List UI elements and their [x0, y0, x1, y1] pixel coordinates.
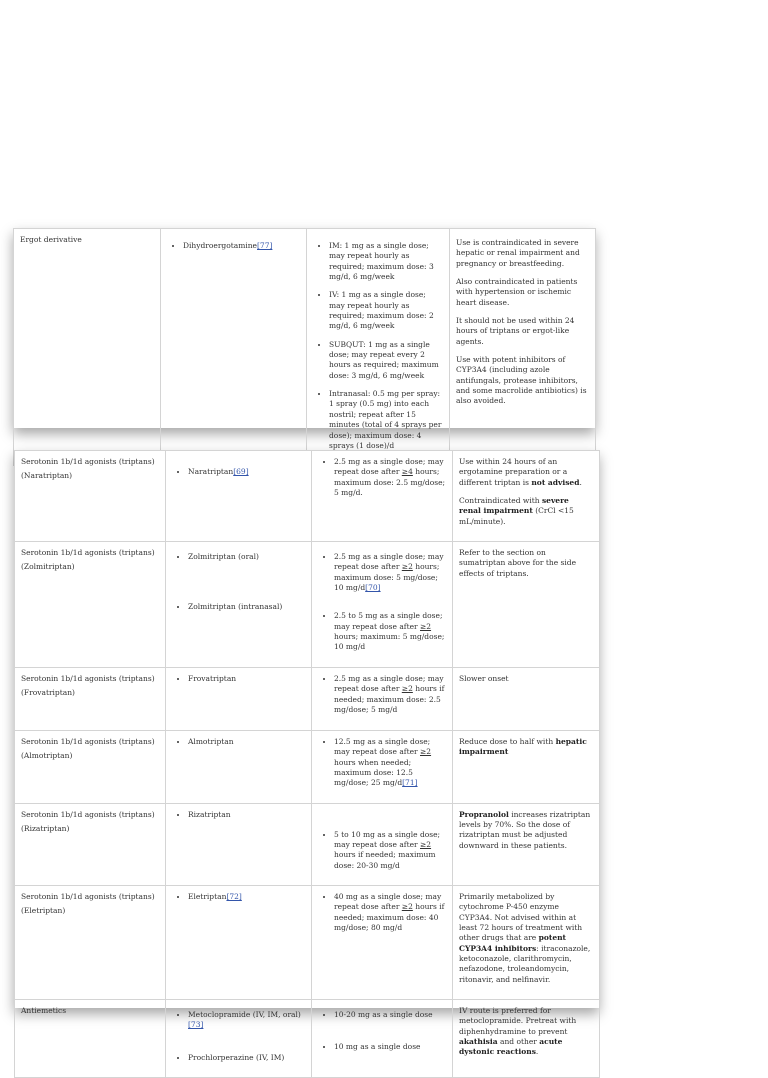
note-text: It should not be used within 24 hours of triptans or ergot-like agents.: [456, 316, 575, 346]
dose-item: • 10 mg as a single dose: [334, 1042, 446, 1052]
drug-cell: [166, 730, 312, 803]
dose-item: • 10-20 mg as a single dose: [334, 1010, 446, 1020]
drug-name: • Zolmitriptan (oral): [188, 552, 305, 562]
drug-name: Dihydroergotamine: [183, 241, 257, 250]
subcategory-label: (Eletriptan): [21, 906, 66, 916]
dose-item: • SUBQUT: 1 mg as a single dose; may repeat every 2 hours as required; maximum dose: 3 mg/d, 6 mg/week: [329, 340, 443, 381]
dosing-cell: [312, 885, 453, 999]
drug-cell: [166, 1000, 312, 1078]
note-text: Use with potent inhibitors of CYP3A4 (including azole antifungals, protease inhibitors, and some macrolide antibiotics) is also avoided.: [456, 355, 587, 406]
reference-link[interactable]: [72]: [226, 891, 242, 901]
drug-cell: [166, 885, 312, 999]
note-text: Also contraindicated in patients with hypertension or ischemic heart disease.: [456, 277, 578, 307]
dose-item: • 2.5 mg as a single dose; may repeat dose after ≥2 hours; maximum dose: 5 mg/dose; 10 mg/d[70]: [334, 552, 446, 593]
reference-link[interactable]: [69]: [233, 467, 249, 476]
notes-cell: [450, 229, 596, 466]
category-label: Ergot derivative: [20, 235, 82, 244]
table-row: [15, 730, 600, 803]
note-text: Slower onset: [459, 673, 509, 683]
category-cell: [15, 451, 166, 542]
reference-link[interactable]: [71]: [402, 778, 418, 788]
category-label: Serotonin 1b/1d agonists (triptans): [21, 809, 155, 819]
note-text: Reduce dose to half with hepatic impairment: [459, 736, 587, 757]
note-text: Use is contraindicated in severe hepatic or renal impairment and pregnancy or breastfeeding.: [456, 238, 580, 268]
table-row: [15, 667, 600, 730]
drug-name: Eletriptan: [188, 891, 227, 901]
note-text: Refer to the section on sumatriptan above for the side effects of triptans.: [459, 548, 577, 578]
category-label: Serotonin 1b/1d agonists (triptans): [21, 891, 155, 901]
note-text: Use within 24 hours of an ergotamine preparation or a different triptan is not advised.: [459, 457, 582, 487]
drug-name: • Zolmitriptan (intranasal): [188, 602, 305, 612]
drug-name: • Rizatriptan: [188, 810, 305, 820]
dosing-cell: [312, 1000, 453, 1078]
category-label: Antiemetics: [21, 1006, 67, 1015]
notes-cell: [453, 542, 600, 668]
drug-cell: [166, 667, 312, 730]
category-cell: [15, 1000, 166, 1078]
drug-name: • Metoclopramide (IV, IM, oral)[73]: [188, 1010, 305, 1031]
subcategory-label: (Naratriptan): [21, 471, 73, 481]
triptans-table: [14, 450, 600, 1078]
table-row: [15, 451, 600, 542]
table-row: [15, 885, 600, 999]
dose-item: • 5 to 10 mg as a single dose; may repeat dose after ≥2 hours if needed; maximum dose: 20-30 mg/d: [334, 830, 446, 871]
dosing-cell: [312, 451, 453, 542]
note-text: Primarily metabolized by cytochrome P-450 enzyme CYP3A4. Not advised within at least 72 hours of treatment with other drugs that are potent CYP3A4 inhibitors: itraconazole, ketoconazole, clarithromycin, nefazodone, troleandomycin, ritonavir, and nelfinavir.: [459, 891, 591, 984]
category-label: Serotonin 1b/1d agonists (triptans): [21, 736, 155, 746]
category-label: Serotonin 1b/1d agonists (triptans): [21, 548, 155, 558]
dosing-cell: [307, 229, 450, 466]
table-row: [15, 1000, 600, 1078]
category-label: Serotonin 1b/1d agonists (triptans): [21, 457, 155, 466]
drug-cell: [166, 803, 312, 885]
note-text: Propranolol increases rizatriptan levels by 70%. So the dose of rizatriptan must be adjusted downward in these patients.: [459, 809, 591, 850]
note-text: IV route is preferred for metoclopramide. Pretreat with diphenhydramine to prevent akathisia and other acute dystonic reactions.: [459, 1006, 577, 1057]
dose-item: • 12.5 mg as a single dose; may repeat dose after ≥2 hours when needed; maximum dose: 12.5 mg/dose; 25 mg/d[71]: [334, 737, 446, 789]
notes-cell: [453, 803, 600, 885]
dose-item: • 2.5 to 5 mg as a single dose; may repeat dose after ≥2 hours; maximum: 5 mg/dose; 10 mg/d: [334, 611, 446, 652]
category-cell: [14, 229, 161, 466]
notes-cell: [453, 451, 600, 542]
dose-item: • 40 mg as a single dose; may repeat dose after ≥2 hours if needed; maximum dose: 40 mg/dose; 80 mg/d: [334, 892, 446, 933]
notes-cell: [453, 1000, 600, 1078]
subcategory-label: (Frovatriptan): [21, 688, 75, 698]
category-cell: [15, 803, 166, 885]
category-label: Serotonin 1b/1d agonists (triptans): [21, 673, 155, 683]
dose-item: • 2.5 mg as a single dose; may repeat dose after ≥4 hours; maximum dose: 2.5 mg/dose; 5 mg/d.: [334, 457, 446, 498]
subcategory-label: (Almotriptan): [21, 751, 73, 761]
drug-name: Naratriptan: [188, 467, 234, 476]
category-cell: [15, 667, 166, 730]
subcategory-label: (Rizatriptan): [21, 823, 70, 833]
subcategory-label: (Zolmitriptan): [21, 562, 75, 572]
dose-item: • Intranasal: 0.5 mg per spray: 1 spray (0.5 mg) into each nostril; repeat after 15 minutes (total of 4 sprays per dose); maximum dose: 4 sprays (1 dose)/d: [329, 389, 443, 451]
drug-cell: [161, 229, 307, 466]
drug-name: • Frovatriptan: [188, 674, 305, 684]
table-row: [14, 229, 596, 466]
notes-cell: [453, 885, 600, 999]
reference-link[interactable]: [70]: [365, 583, 381, 593]
reference-link[interactable]: [73]: [188, 1020, 204, 1030]
drug-cell: [166, 451, 312, 542]
note-text: Contraindicated with severe renal impairment (CrCl <15 mL/minute).: [459, 496, 574, 526]
notes-cell: [453, 730, 600, 803]
notes-cell: [453, 667, 600, 730]
triptans-table-card: [14, 450, 599, 1062]
ergot-table: [13, 228, 596, 466]
category-cell: [15, 730, 166, 803]
dose-item: • IM: 1 mg as a single dose; may repeat hourly as required; maximum dose: 3 mg/d, 6 mg/week: [329, 241, 443, 282]
dosing-cell: [312, 803, 453, 885]
dosing-cell: [312, 542, 453, 668]
table-row: [15, 542, 600, 668]
category-cell: [15, 885, 166, 999]
dosing-cell: [312, 667, 453, 730]
drug-name: • Almotriptan: [188, 737, 305, 747]
drug-name: • Prochlorperazine (IV, IM): [188, 1053, 305, 1063]
dose-item: • IV: 1 mg as a single dose; may repeat hourly as required; maximum dose: 2 mg/d, 6 mg/week: [329, 290, 443, 331]
category-cell: [15, 542, 166, 668]
dose-item: • 2.5 mg as a single dose; may repeat dose after ≥2 hours if needed; maximum dose: 2.5 mg/dose; 5 mg/d: [334, 674, 446, 715]
table-row: [15, 803, 600, 885]
reference-link[interactable]: [77]: [257, 241, 273, 250]
drug-cell: [166, 542, 312, 668]
dosing-cell: [312, 730, 453, 803]
ergot-table-card: [13, 228, 595, 450]
